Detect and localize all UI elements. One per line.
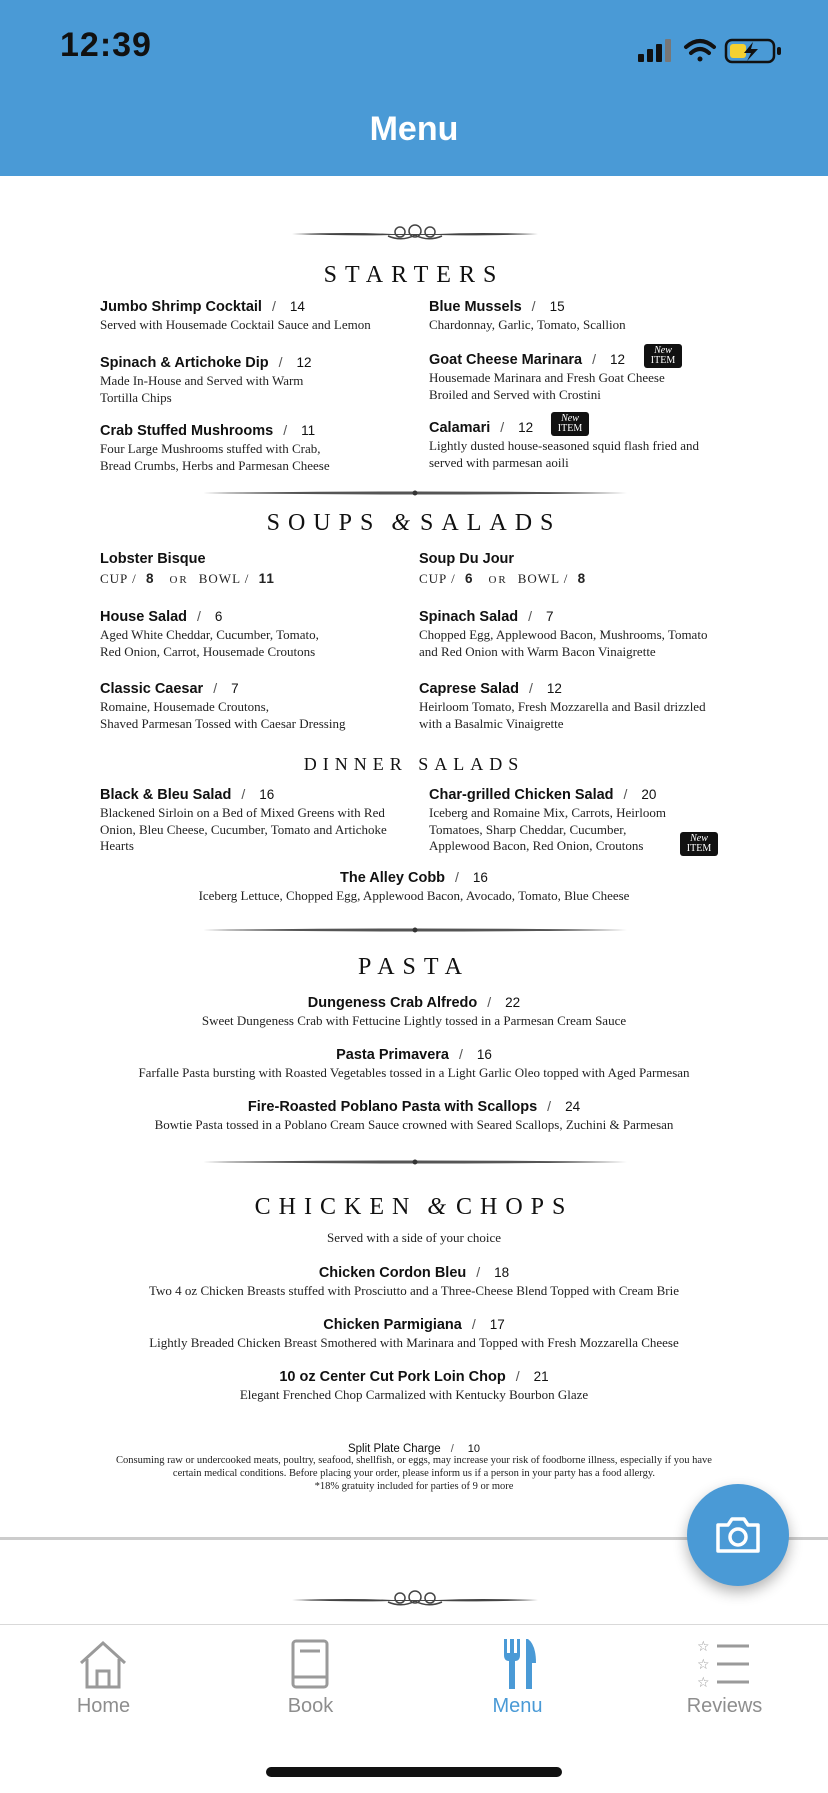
tab-reviews[interactable] (621, 1625, 828, 1735)
item-desc: Two 4 oz Chicken Breasts stuffed with Prosciutto and a Three-Cheese Blend Topped with Cream Brie (149, 1283, 679, 1298)
menu-item: Char-grilled Chicken Salad / 20 Iceberg and Romaine Mix, Carrots, Heirloom Tomatoes, Sharp Cheddar, Cucumber, Applewood Bacon, Red Onion, Croutons (429, 786, 666, 853)
item-name: Crab Stuffed Mushrooms (100, 423, 274, 439)
item-desc: Served with Housemade Cocktail Sauce and Lemon (100, 317, 371, 332)
item-name: Chicken Parmigiana (323, 1317, 462, 1333)
item-name: Jumbo Shrimp Cocktail (100, 299, 262, 315)
item-price: 16 (259, 787, 275, 802)
item-name: Fire-Roasted Poblano Pasta with Scallops (247, 1099, 538, 1115)
menu-item: Spinach Salad / 7 Chopped Egg, Applewood Bacon, Mushrooms, Tomato and Red Onion with Warm Bacon Vinaigrette (419, 608, 708, 659)
svg-text:☆: ☆ (697, 1657, 710, 1673)
item-price: 15 (549, 299, 565, 314)
item-desc: Bread Crumbs, Herbs and Parmesan Cheese (100, 457, 330, 473)
item-desc: Made In-House and Served with Warm (100, 373, 304, 388)
item-desc: Chardonnay, Garlic, Tomato, Scallion (429, 317, 626, 332)
item-name: Lobster Bisque (100, 551, 206, 567)
item-desc: Applewood Bacon, Red Onion, Croutons (429, 838, 644, 853)
item-name: Calamari (429, 420, 491, 436)
tab-label: Menu (492, 1695, 543, 1717)
item-desc: Broiled and Served with Crostini (429, 386, 601, 402)
menu-item: Goat Cheese Marinara / 12 Housemade Marinara and Fresh Goat Cheese Broiled and Served with Crostini (429, 351, 665, 402)
ornament-divider (292, 222, 538, 246)
battery-icon (726, 40, 781, 62)
tab-label: Home (76, 1695, 131, 1717)
status-icons (616, 34, 796, 66)
item-price: 12 (546, 681, 562, 696)
item-name: Caprese Salad (419, 681, 519, 697)
item-price: 6 (214, 609, 223, 624)
item-desc: served with parmesan aoili (429, 454, 569, 470)
item-desc: Tomatoes, Sharp Cheddar, Cucumber, (429, 821, 627, 837)
item-desc: Bowtie Pasta tossed in a Poblano Cream Sauce crowned with Seared Scallops, Zuchini & Parmesan (154, 1117, 674, 1132)
menu-image[interactable] (0, 176, 828, 1624)
item-name: Black & Bleu Salad (100, 787, 232, 803)
item-name: Soup Du Jour (419, 551, 515, 567)
item-desc: Four Large Mushrooms stuffed with Crab, (100, 441, 321, 456)
fork-knife-icon (490, 1637, 544, 1691)
page-title: Menu (369, 110, 459, 148)
section-divider (203, 1159, 627, 1165)
section-title-chicken-chops: CHICKEN & CHOPS (254, 1194, 574, 1220)
tab-book[interactable] (207, 1625, 414, 1735)
menu-item: Chicken Parmigiana / 17 Lightly Breaded Chicken Breast Smothered with Marinara and Topped with Fresh Mozzarella Cheese (0, 1316, 828, 1352)
item-name: The Alley Cobb (340, 870, 446, 886)
menu-item: Caprese Salad / 12 Heirloom Tomato, Fresh Mozzarella and Basil drizzled with a Basalmic Vinaigrette (419, 680, 706, 731)
item-desc: with a Basalmic Vinaigrette (419, 715, 564, 731)
item-name: Dungeness Crab Alfredo (307, 995, 478, 1011)
item-name: Classic Caesar (100, 681, 204, 697)
item-desc: Heirloom Tomato, Fresh Mozzarella and Basil drizzled (419, 699, 706, 714)
svg-text:☆: ☆ (697, 1675, 710, 1691)
item-desc: Chopped Egg, Applewood Bacon, Mushrooms, Tomato (419, 627, 708, 642)
item-price: 12 (518, 420, 534, 435)
item-desc: Lightly Breaded Chicken Breast Smothered with Marinara and Topped with Fresh Mozzarella Cheese (149, 1335, 679, 1350)
item-price: 20 (641, 787, 657, 802)
home-indicator (266, 1767, 562, 1777)
menu-item: Chicken Cordon Bleu / 18 Two 4 oz Chicken Breasts stuffed with Prosciutto and a Three-Cheese Blend Topped with Cream Brie (0, 1264, 828, 1300)
item-price: 24 (565, 1099, 581, 1114)
menu-item: Soup Du Jour CUP / 6 OR BOWL / 8 (419, 551, 587, 586)
item-price: 16 (472, 870, 488, 885)
item-price: 12 (296, 355, 312, 370)
item-desc: Red Onion, Carrot, Housemade Croutons (100, 643, 316, 659)
menu-item: Crab Stuffed Mushrooms / 11 Four Large Mushrooms stuffed with Crab, Bread Crumbs, Herbs and Parmesan Cheese (100, 422, 330, 473)
camera-button[interactable] (687, 1484, 789, 1586)
menu-item: Pasta Primavera / 16 Farfalle Pasta bursting with Roasted Vegetables tossed in a Light Garlic Oleo topped with Aged Parmesan (0, 1046, 828, 1082)
item-price: 12 (610, 352, 626, 367)
tab-label: Book (287, 1695, 334, 1717)
disclaimer: Consuming raw or undercooked meats, poultry, seafood, shellfish, or eggs, may increase your risk of foodborne illness, especially if you have certain medical conditions. Before placing your order, please inform us if a person in your party has a food allergy. *18% gratuity included for parties of 9 or more (116, 1455, 712, 1492)
item-desc: Tortilla Chips (100, 389, 172, 405)
item-name: 10 oz Center Cut Pork Loin Chop (279, 1369, 506, 1385)
item-name: Pasta Primavera (336, 1047, 449, 1063)
menu-item: Dungeness Crab Alfredo / 22 Sweet Dungeness Crab with Fettucine Lightly tossed in a Parmesan Cream Sauce (0, 994, 828, 1030)
section-title-soups-salads: SOUPS & SALADS (266, 510, 562, 536)
svg-text:☆: ☆ (697, 1639, 710, 1655)
menu-item: Black & Bleu Salad / 16 Blackened Sirloin on a Bed of Mixed Greens with Red Onion, Bleu Cheese, Cucumber, Tomato and Artichoke Hearts (100, 786, 420, 855)
menu-item: Classic Caesar / 7 Romaine, Housemade Croutons, Shaved Parmesan Tossed with Caesar Dressing (100, 680, 346, 731)
item-name: Blue Mussels (429, 299, 522, 315)
new-item-badge: New ITEM (644, 344, 682, 368)
status-time: 12:39 (60, 26, 152, 64)
section-divider (203, 490, 627, 496)
item-desc: Housemade Marinara and Fresh Goat Cheese (429, 370, 665, 385)
ornament-divider (292, 1588, 538, 1612)
menu-item: Blue Mussels / 15 Chardonnay, Garlic, Tomato, Scallion (429, 298, 626, 332)
menu-item: The Alley Cobb / 16 Iceberg Lettuce, Chopped Egg, Applewood Bacon, Avocado, Tomato, Blue Cheese (0, 869, 828, 905)
section-title-pasta: PASTA (358, 954, 470, 980)
item-name: Spinach & Artichoke Dip (100, 355, 269, 371)
menu-item: 10 oz Center Cut Pork Loin Chop / 21 Elegant Frenched Chop Carmalized with Kentucky Bourbon Glaze (0, 1368, 828, 1404)
item-desc: Sweet Dungeness Crab with Fettucine Lightly tossed in a Parmesan Cream Sauce (201, 1013, 627, 1028)
item-desc: Onion, Bleu Cheese, Cucumber, Tomato and Artichoke (100, 821, 387, 837)
wifi-icon (686, 41, 714, 62)
section-title-dinner-salads: DINNER SALADS (303, 754, 525, 774)
item-price: 14 (289, 299, 305, 314)
item-price: 22 (505, 995, 521, 1010)
item-name: Spinach Salad (419, 609, 519, 625)
tab-home[interactable] (0, 1625, 207, 1735)
new-item-badge: New ITEM (551, 412, 589, 436)
item-desc: and Red Onion with Warm Bacon Vinaigrette (419, 643, 656, 659)
item-desc: Romaine, Housemade Croutons, (100, 699, 269, 714)
tab-menu[interactable] (414, 1625, 621, 1735)
menu-item: Lobster Bisque CUP / 8 OR BOWL / 11 (100, 551, 275, 586)
item-desc: Elegant Frenched Chop Carmalized with Kentucky Bourbon Glaze (239, 1387, 589, 1402)
item-name: Goat Cheese Marinara (429, 352, 583, 368)
item-price: 17 (489, 1317, 505, 1332)
star-list-icon (697, 1637, 751, 1691)
item-price: 18 (494, 1265, 510, 1280)
item-name: House Salad (100, 609, 188, 625)
camera-icon (714, 1515, 762, 1555)
item-desc: Hearts (100, 838, 134, 853)
item-desc: Blackened Sirloin on a Bed of Mixed Greens with Red (100, 805, 385, 820)
section-divider (203, 927, 627, 933)
item-name: Char-grilled Chicken Salad (429, 787, 614, 803)
item-desc: Farfalle Pasta bursting with Roasted Vegetables tossed in a Light Garlic Oleo topped with Aged Parmesan (138, 1065, 690, 1080)
item-price: 7 (546, 609, 554, 624)
item-desc: Iceberg Lettuce, Chopped Egg, Applewood Bacon, Avocado, Tomato, Blue Cheese (198, 888, 630, 903)
item-desc: Shaved Parmesan Tossed with Caesar Dressing (100, 715, 346, 731)
item-price: 11 (301, 423, 316, 438)
item-desc: Aged White Cheddar, Cucumber, Tomato, (100, 627, 319, 642)
menu-item: Calamari / 12 Lightly dusted house-seasoned squid flash fried and served with parmesan aoili (429, 419, 700, 470)
item-name: Chicken Cordon Bleu (318, 1265, 467, 1281)
app-header (0, 0, 828, 176)
menu-item: Fire-Roasted Poblano Pasta with Scallops / 24 Bowtie Pasta tossed in a Poblano Cream Sauce crowned with Seared Scallops, Zuchini & Parmesan (0, 1098, 828, 1134)
tab-label: Reviews (686, 1695, 763, 1717)
item-desc: Iceberg and Romaine Mix, Carrots, Heirloom (429, 805, 666, 820)
menu-item: Spinach & Artichoke Dip / 12 Made In-House and Served with Warm Tortilla Chips (100, 354, 312, 405)
book-icon (283, 1637, 337, 1691)
item-price: 7 (231, 681, 239, 696)
section-subtitle: Served with a side of your choice (326, 1230, 501, 1245)
new-item-badge: New ITEM (680, 832, 718, 856)
menu-item: House Salad / 6 Aged White Cheddar, Cucumber, Tomato, Red Onion, Carrot, Housemade Croutons (100, 608, 319, 659)
item-desc: Lightly dusted house-seasoned squid flash fried and (429, 438, 700, 453)
item-price: 21 (533, 1369, 549, 1384)
signal-icon (638, 39, 671, 62)
menu-item: Jumbo Shrimp Cocktail / 14 Served with Housemade Cocktail Sauce and Lemon (100, 298, 371, 332)
section-title-starters: STARTERS (323, 262, 505, 288)
split-plate-charge: Split Plate Charge / 10 (347, 1443, 480, 1455)
home-icon (76, 1637, 130, 1691)
item-price: 16 (476, 1047, 492, 1062)
